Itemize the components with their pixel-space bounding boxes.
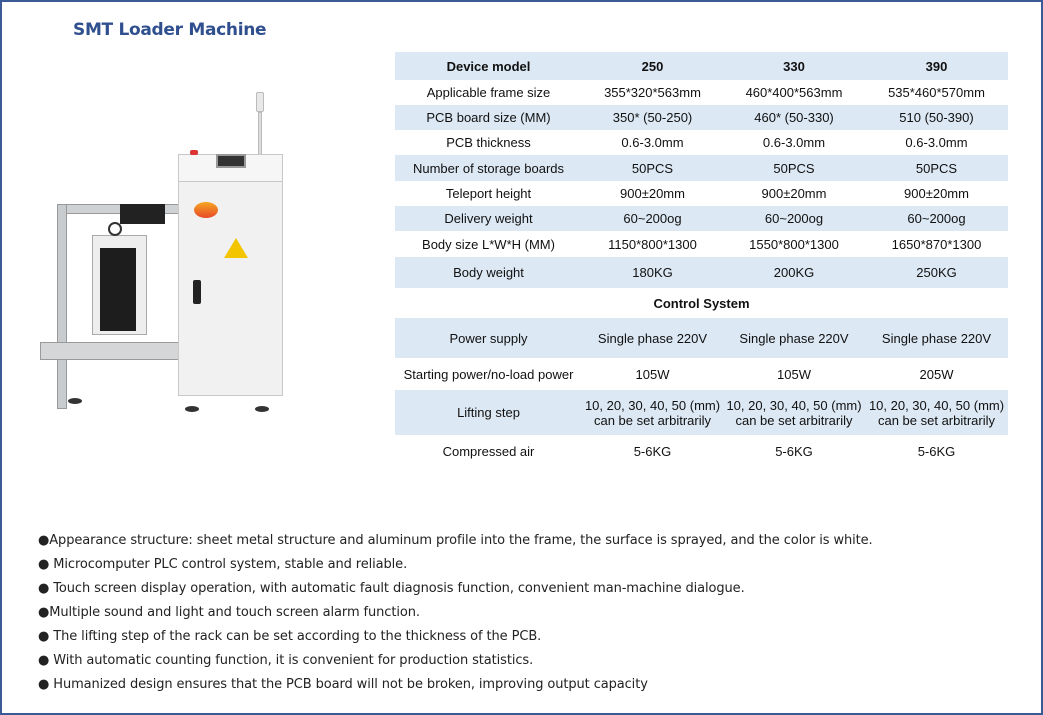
table-row <box>395 80 1008 105</box>
cell: 50PCS <box>582 155 723 181</box>
cell: 0.6-3.0mm <box>905 135 968 150</box>
cell: 0.6-3.0mm <box>621 135 684 150</box>
table-row <box>395 155 1008 181</box>
table-row <box>395 130 1008 155</box>
table-row <box>395 358 1008 390</box>
cell: 350* (50-250) <box>582 105 723 130</box>
table-row <box>395 206 1008 231</box>
cell: 250KG <box>865 257 1008 288</box>
cell: 105W <box>777 366 811 382</box>
smt-loader-machine-photo <box>40 80 300 430</box>
cell: 535*460*570mm <box>888 85 985 100</box>
cell: Compressed air <box>442 443 535 459</box>
cell: 1550*800*1300 <box>749 236 839 252</box>
cell: Power supply <box>395 318 582 358</box>
table-row <box>395 318 1008 358</box>
cell: 355*320*563mm <box>604 85 701 100</box>
cell: 5-6KG <box>917 443 956 459</box>
header-cell: Device model <box>395 52 582 80</box>
header-cell: 250 <box>582 52 723 80</box>
feature-item: ● Touch screen display operation, with automatic fault diagnosis function, convenient man-machine dialogue. <box>38 581 745 596</box>
cell: 10, 20, 30, 40, 50 (mm) can be set arbitrarily <box>865 390 1008 435</box>
cell: 60~200og <box>865 206 1008 231</box>
feature-list <box>38 529 873 697</box>
table-row <box>395 181 1008 206</box>
cell: 50PCS <box>723 155 865 181</box>
cell: 5-6KG <box>775 443 813 459</box>
header-cell: 330 <box>723 52 865 80</box>
cell: Single phase 220V <box>582 318 723 358</box>
table-row <box>395 105 1008 130</box>
cell: PCB board size (MM) <box>395 105 582 130</box>
cell: 105W <box>635 366 670 382</box>
cell: Single phase 220V <box>865 318 1008 358</box>
feature-item: ● Humanized design ensures that the PCB board will not be broken, improving output capacity <box>38 677 648 692</box>
feature-item: ● With automatic counting function, it is convenient for production statistics. <box>38 653 534 668</box>
cell: 200KG <box>723 257 865 288</box>
cell: 900±20mm <box>904 186 969 201</box>
cell: Delivery weight <box>395 206 582 231</box>
cell: Teleport height <box>445 186 532 201</box>
cell: Applicable frame size <box>426 85 551 100</box>
cell: Starting power/no-load power <box>403 366 574 382</box>
cell: Lifting step <box>395 390 582 435</box>
spec-table <box>395 52 1008 467</box>
cell: 180KG <box>582 257 723 288</box>
table-row <box>395 390 1008 435</box>
cell: 10, 20, 30, 40, 50 (mm) can be set arbitrarily <box>582 390 723 435</box>
feature-item: ●Appearance structure: sheet metal structure and aluminum profile into the frame, the surface is sprayed, and the color is white. <box>38 533 873 548</box>
cell: Number of storage boards <box>395 155 582 181</box>
page-title: SMT Loader Machine <box>73 20 267 40</box>
feature-item: ● The lifting step of the rack can be set according to the thickness of the PCB. <box>38 629 542 644</box>
table-row <box>395 231 1008 257</box>
cell: Single phase 220V <box>723 318 865 358</box>
cell: 460* (50-330) <box>723 105 865 130</box>
cell: 1150*800*1300 <box>608 236 697 252</box>
cell: 10, 20, 30, 40, 50 (mm) can be set arbitrarily <box>723 390 865 435</box>
cell: 510 (50-390) <box>865 105 1008 130</box>
table-header-row <box>395 52 1008 80</box>
feature-item: ●Multiple sound and light and touch screen alarm function. <box>38 605 420 620</box>
control-system-heading: Control System <box>653 295 750 311</box>
feature-item: ● Microcomputer PLC control system, stable and reliable. <box>38 557 408 572</box>
cell: 205W <box>919 366 954 382</box>
cell: 1650*870*1300 <box>891 236 982 252</box>
cell: 50PCS <box>865 155 1008 181</box>
cell: 60~200og <box>582 206 723 231</box>
header-cell: 390 <box>865 52 1008 80</box>
cell: Body weight <box>395 257 582 288</box>
cell: 60~200og <box>723 206 865 231</box>
table-row <box>395 435 1008 467</box>
cell: 0.6-3.0mm <box>762 135 826 150</box>
cell: Body size L*W*H (MM) <box>422 236 555 252</box>
table-row <box>395 257 1008 288</box>
cell: 900±20mm <box>761 186 827 201</box>
cell: 5-6KG <box>633 443 672 459</box>
cell: PCB thickness <box>446 135 531 150</box>
cell: 900±20mm <box>620 186 685 201</box>
section-title-row <box>395 288 1008 318</box>
cell: 460*400*563mm <box>745 85 843 100</box>
